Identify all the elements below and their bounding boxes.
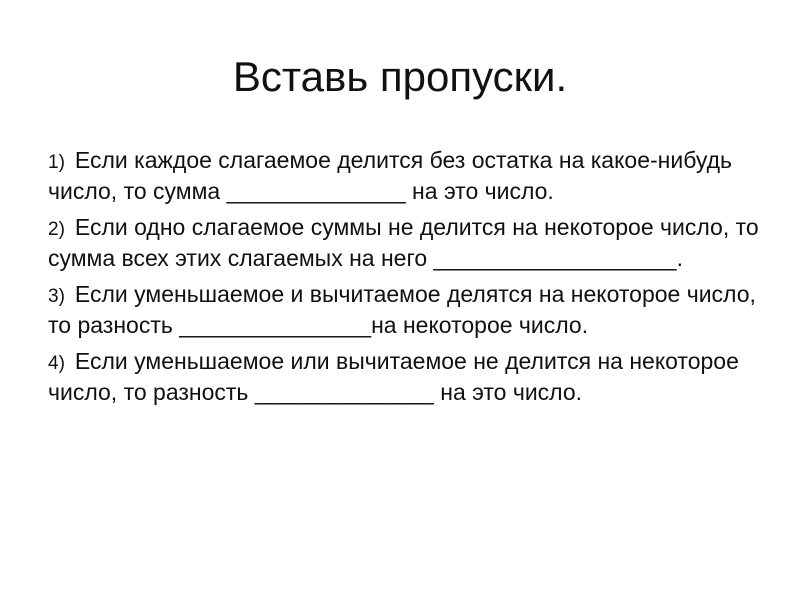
item-text: Если уменьшаемое и вычитаемое делятся на некоторое число, то разность _______________на некоторое число. xyxy=(48,281,756,338)
list-item-1 xyxy=(48,146,768,205)
item-number: 1) xyxy=(48,152,65,173)
item-number: 4) xyxy=(48,353,65,374)
slide-title: Вставь пропуски. xyxy=(232,53,568,100)
list-item-2 xyxy=(48,213,768,272)
item-text: Если одно слагаемое суммы не делится на некоторое число, то сумма всех этих слагаемых на него ___________________. xyxy=(48,214,759,271)
list-item-3 xyxy=(48,280,768,339)
item-text: Если каждое слагаемое делится без остатка на какое-нибудь число, то сумма ______________ на это число. xyxy=(48,147,733,204)
item-number: 2) xyxy=(48,219,65,240)
list-item-4 xyxy=(48,347,768,406)
exercise-list xyxy=(48,146,768,414)
item-number: 3) xyxy=(48,286,65,307)
item-text: Если уменьшаемое или вычитаемое не делится на некоторое число, то разность ______________ на это число. xyxy=(48,348,739,405)
